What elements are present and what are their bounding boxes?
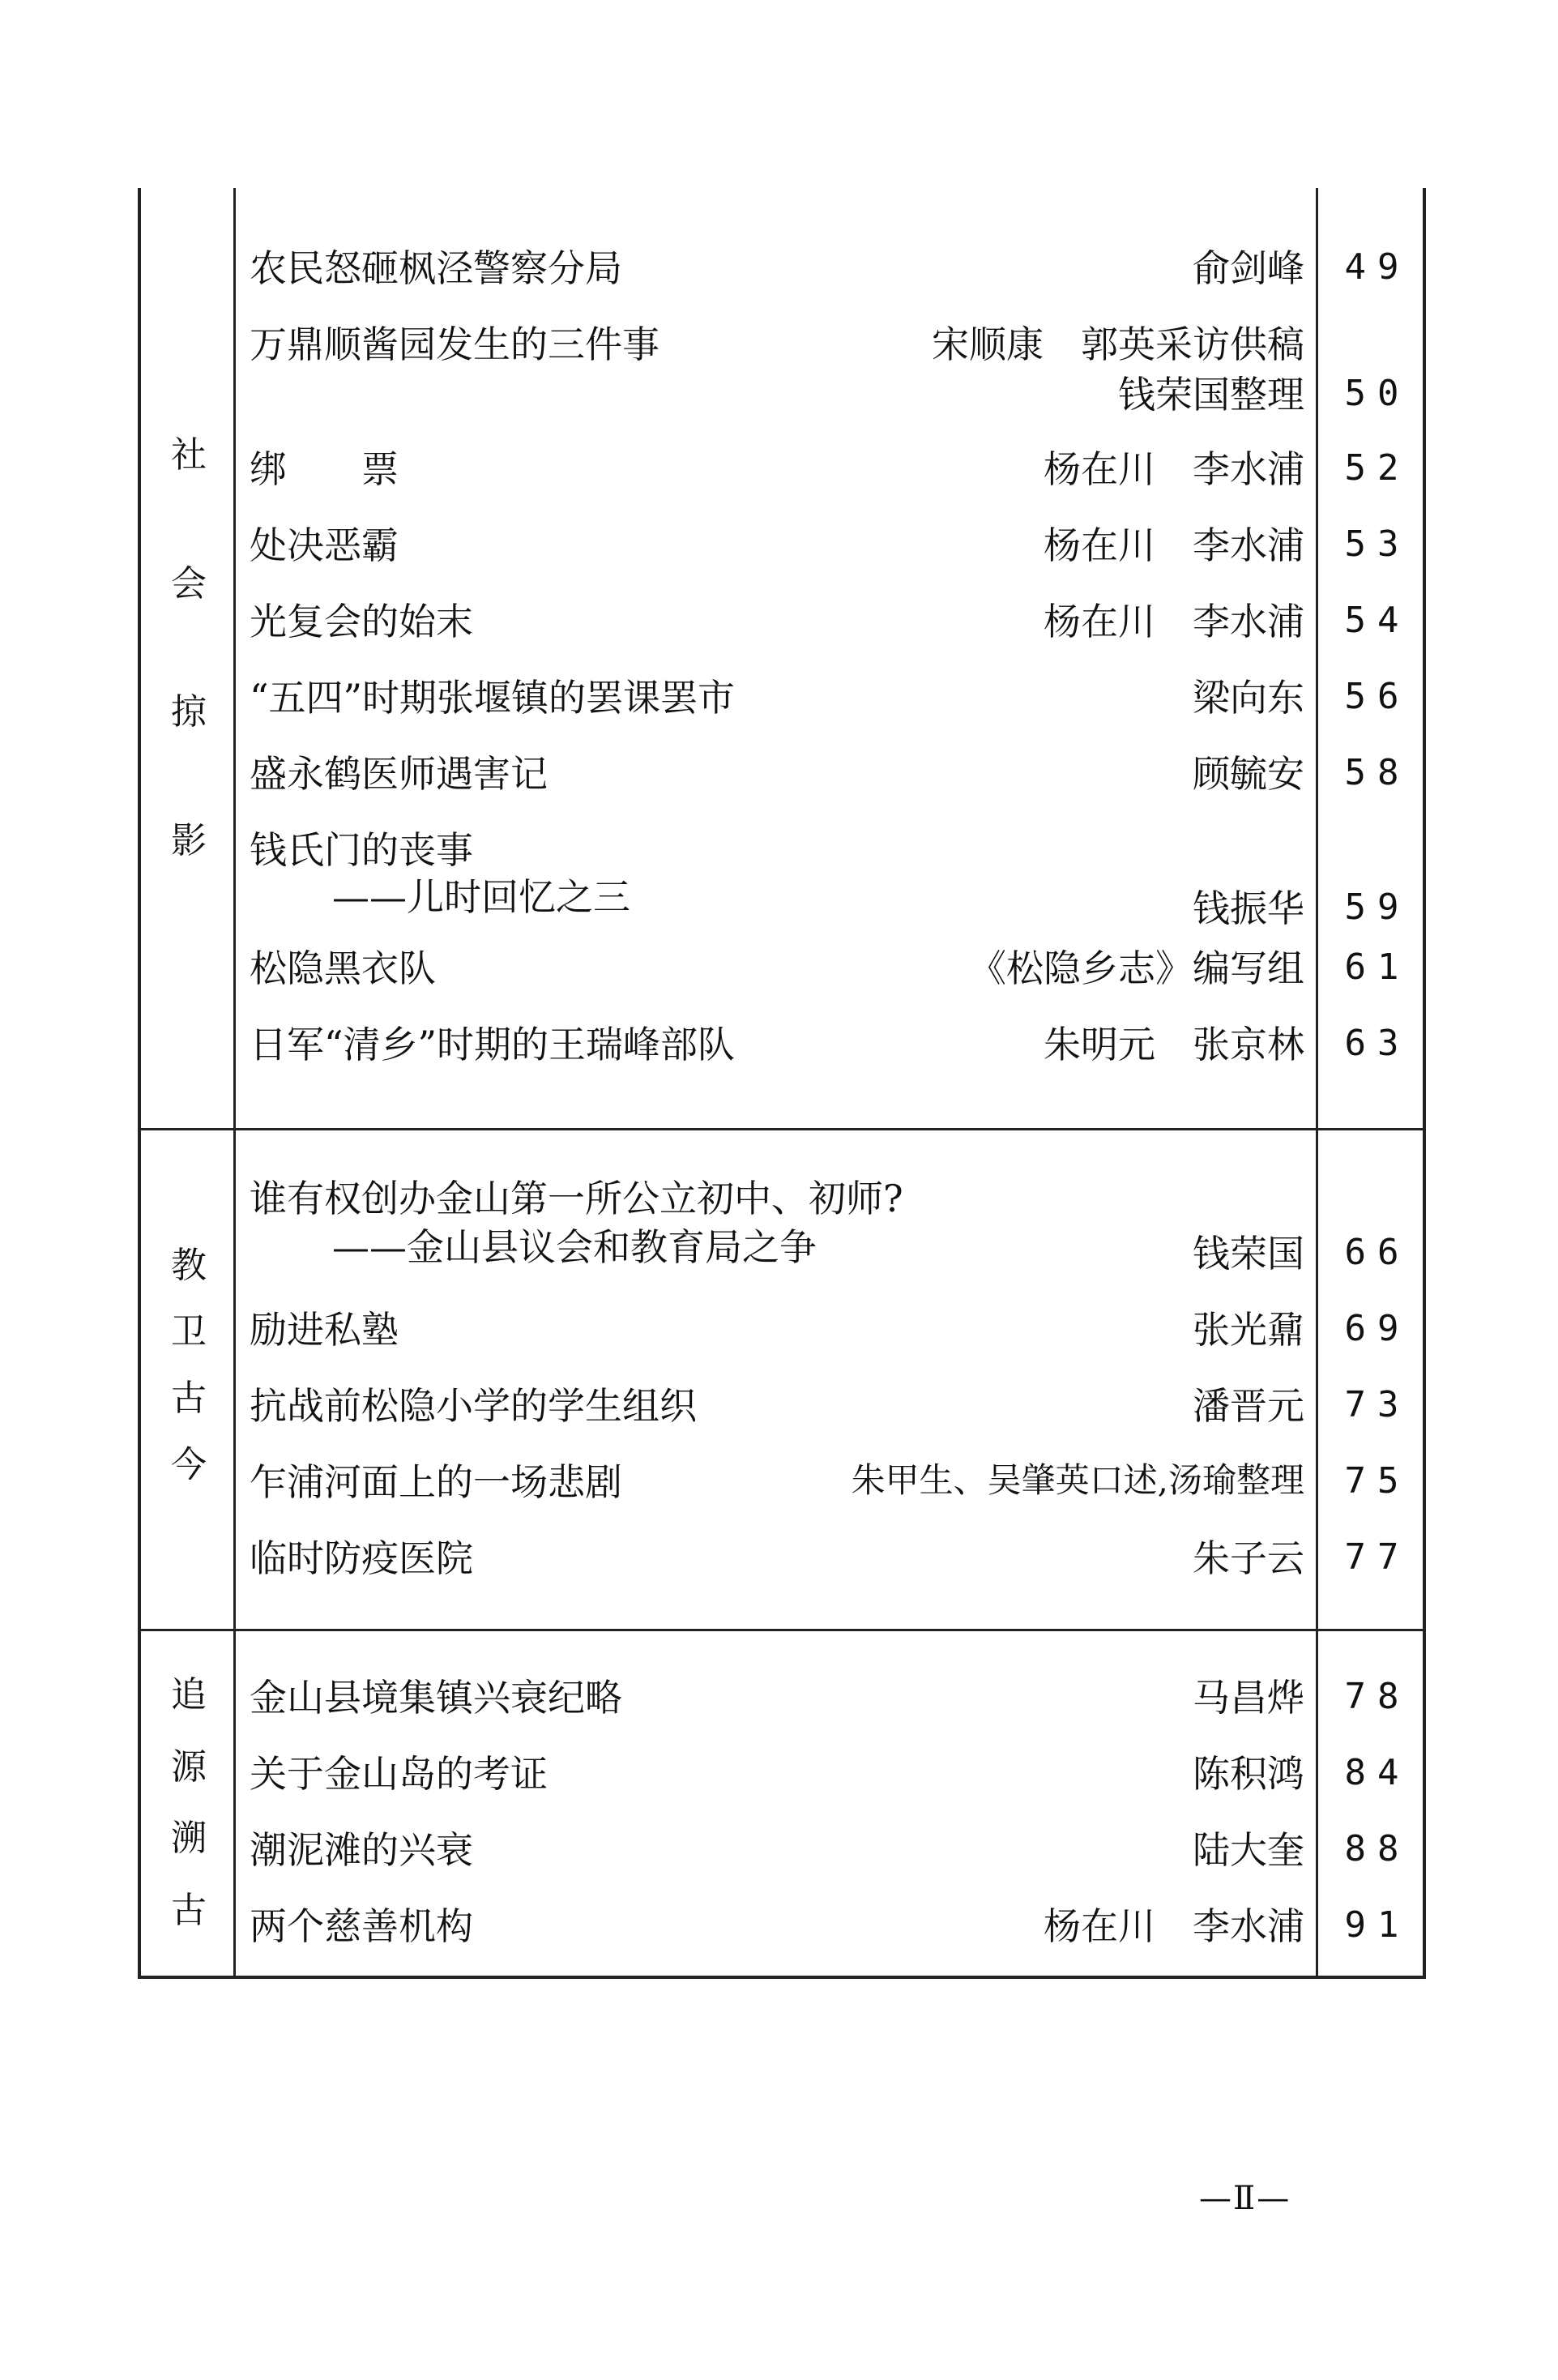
label-column-divider [233, 188, 236, 1979]
entry-author: 朱甲生、吴肇英口述,汤瑜整理 [851, 1460, 1304, 1500]
entry-page: 91 [1344, 1904, 1411, 1946]
entry-page: 59 [1344, 887, 1411, 928]
entry-title: 农民怒砸枫泾警察分局 [250, 246, 622, 290]
entry-title: 日军“清乡”时期的王瑞峰部队 [250, 1023, 736, 1066]
section-label-char: 会 [171, 562, 207, 605]
entry-author-editor: 钱荣国整理 [1118, 373, 1304, 417]
entry-author: 钱荣国 [1193, 1232, 1304, 1275]
entry-author: 《松隐乡志》编写组 [969, 946, 1304, 990]
entry-page: 52 [1344, 447, 1411, 489]
entry-author: 杨在川 李水浦 [1044, 447, 1304, 491]
section-label-char: 卫 [171, 1311, 207, 1352]
entry-title: 励进私塾 [250, 1308, 399, 1352]
entry-page: 53 [1344, 523, 1411, 565]
entry-author: 陆大奎 [1193, 1828, 1304, 1872]
entry-page: 88 [1344, 1828, 1411, 1869]
entry-page: 54 [1344, 600, 1411, 641]
section-label-char: 今 [171, 1444, 207, 1485]
section-divider [138, 1128, 1426, 1130]
entry-page: 84 [1344, 1752, 1411, 1793]
section-label-char: 古 [171, 1889, 207, 1931]
entry-title: 谁有权创办金山第一所公立初中、初师? [250, 1177, 903, 1220]
entry-title: 松隐黑衣队 [250, 946, 436, 990]
section-label-char: 源 [171, 1745, 207, 1788]
entry-author: 顾毓安 [1193, 752, 1304, 796]
entry-author: 宋顺康 郭英采访供稿 [932, 323, 1304, 366]
section-label-char: 溯 [171, 1818, 207, 1860]
page-number-footer: —Ⅱ— [1199, 2180, 1291, 2217]
entry-title: 钱氏门的丧事 [250, 828, 473, 872]
entry-author: 杨在川 李水浦 [1044, 1904, 1304, 1948]
entry-author: 梁向东 [1193, 676, 1304, 720]
entry-title: 关于金山岛的考证 [250, 1752, 548, 1796]
section-label-char: 影 [171, 819, 207, 861]
entry-title: “五四”时期张堰镇的罢课罢市 [250, 676, 736, 720]
entry-author: 张光鼐 [1193, 1308, 1304, 1352]
entry-title: 处决恶霸 [250, 523, 399, 567]
entry-title: 金山县境集镇兴衰纪略 [250, 1676, 622, 1720]
entry-title: 临时防疫医院 [250, 1536, 473, 1580]
entry-title: 光复会的始末 [250, 600, 473, 643]
entry-page: 75 [1344, 1460, 1411, 1502]
section-label-char: 古 [171, 1378, 207, 1419]
section-divider [138, 1629, 1426, 1631]
entry-page: 56 [1344, 676, 1411, 717]
entry-page: 49 [1344, 246, 1411, 288]
section-label-char: 教 [171, 1245, 207, 1286]
entry-title: 两个慈善机构 [250, 1904, 473, 1948]
entry-page: 58 [1344, 752, 1411, 793]
entry-title: 万鼎顺酱园发生的三件事 [250, 323, 659, 366]
entry-subtitle: ——儿时回忆之三 [332, 875, 630, 919]
entry-page: 66 [1344, 1232, 1411, 1273]
entry-author: 潘晋元 [1193, 1384, 1304, 1428]
entry-title: 乍浦河面上的一场悲剧 [250, 1460, 622, 1504]
section-label-2 [144, 1245, 233, 1485]
section-label-3 [144, 1674, 233, 1931]
entry-page: 73 [1344, 1384, 1411, 1425]
entry-title: 潮泥滩的兴衰 [250, 1828, 473, 1872]
entry-author: 杨在川 李水浦 [1044, 600, 1304, 643]
section-label-char: 社 [171, 434, 207, 476]
entry-title: 盛永鹤医师遇害记 [250, 752, 548, 796]
entry-author: 陈积鸿 [1193, 1752, 1304, 1796]
entry-page: 77 [1344, 1536, 1411, 1578]
entry-page: 50 [1344, 373, 1411, 414]
entry-author: 杨在川 李水浦 [1044, 523, 1304, 567]
section-label-char: 掠 [171, 691, 207, 733]
entry-title: 抗战前松隐小学的学生组织 [250, 1384, 697, 1428]
section-label-1 [144, 434, 233, 861]
section-label-char: 追 [171, 1674, 207, 1716]
entry-page: 69 [1344, 1308, 1411, 1349]
page-column-divider [1316, 188, 1318, 1979]
entry-author: 钱振华 [1193, 887, 1304, 930]
entry-page: 63 [1344, 1023, 1411, 1064]
entry-author: 马昌烨 [1193, 1676, 1304, 1720]
entry-page: 61 [1344, 946, 1411, 988]
entry-page: 78 [1344, 1676, 1411, 1717]
entry-title: 绑 票 [250, 447, 399, 491]
entry-author: 俞剑峰 [1193, 246, 1304, 290]
entry-author: 朱子云 [1193, 1536, 1304, 1580]
entry-author: 朱明元 张京林 [1044, 1023, 1304, 1066]
entry-subtitle: ——金山县议会和教育局之争 [332, 1225, 817, 1269]
